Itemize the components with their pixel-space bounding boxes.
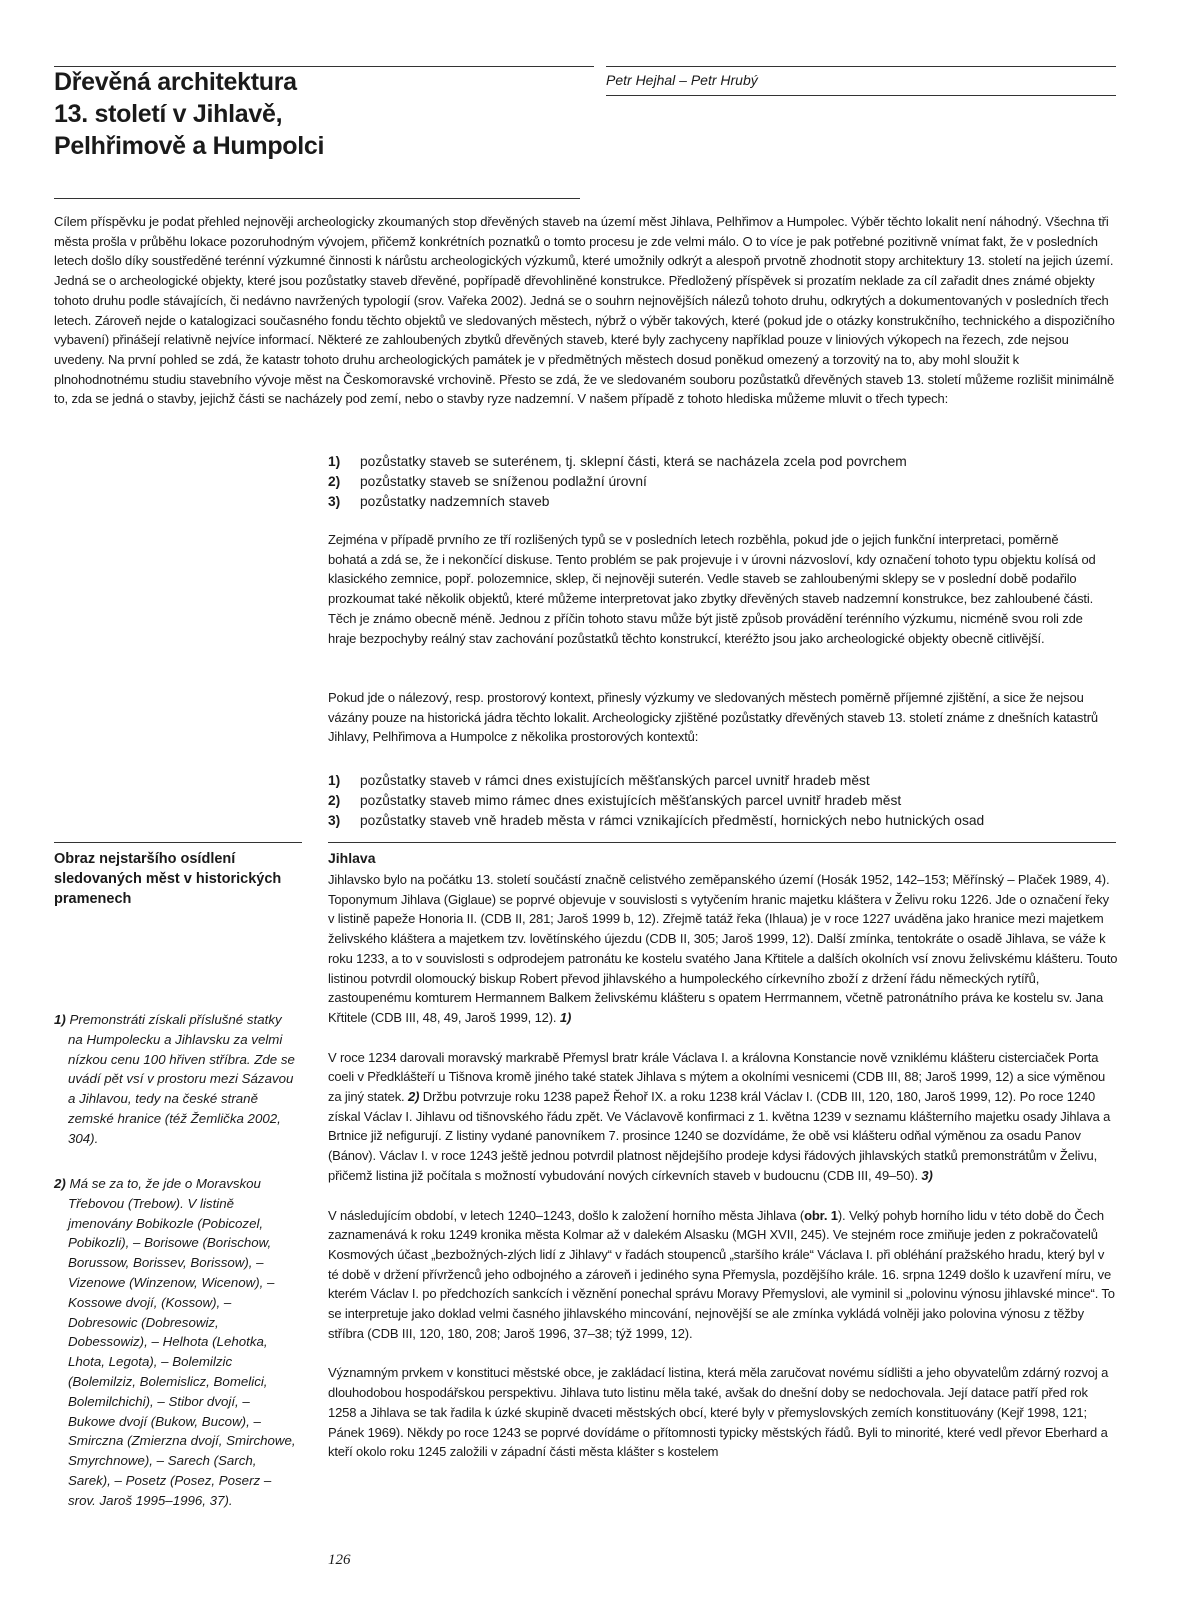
paragraph-text: Držbu potvrzuje roku 1238 papež Řehoř IX. a roku 1238 král Václav I. (CDB III, 120, 180, Jaroš 1999, 12). Po roce 1240 získal Václav I. Jihlavu od tišnovského řádu zpět. Ve Václavově konfirmaci z 1. května 1239 v seznamu klášterního majetku osady Jihlava a Brtnice již nefigurují. Z listiny vydané panovníkem 7. prosince 1240 se dozvídáme, že obě vsi klášteru odňal výměnou za osadu Panov (Bánov). Václav I. v roce 1243 ještě jednou potvrdil platnost nějdejšího prodeje kdysi řádových jihlavských statků premonstrátům v Želivu, přičemž listina již počítala s možností vybudování nových církevních staveb v budoucnu (CDB III, 49–50). — [328, 1089, 1111, 1183]
footnote-ref: 1) — [559, 1009, 572, 1025]
paragraph — [328, 1206, 1118, 1344]
list-text: pozůstatky staveb v rámci dnes existujících měšťanských parcel uvnitř hradeb měst — [360, 773, 870, 788]
footnote-ref: 2) — [407, 1089, 420, 1105]
page-number: 126 — [328, 1552, 351, 1568]
list-number: 2) — [328, 474, 341, 489]
list-text: pozůstatky staveb se suterénem, tj. sklepní části, která se nacházela zcela pod povrchem — [360, 454, 907, 469]
subsection-heading: Jihlava — [328, 850, 376, 866]
paragraph-context: Pokud jde o nálezový, resp. prostorový kontext, přinesly výzkumy ve sledovaných městech poměrně příjemné zjištění, a sice že nejsou vázány pouze na historická jádra těchto lokalit. Archeologicky zjištěné pozůstatky dřevěných staveb 13. století známe z dnešních katastrů Jihlavy, Pelhřimova a Humpolce z několika prostorových kontextů: — [328, 690, 1098, 745]
top-rule-right — [606, 66, 1116, 67]
paragraph-text: ). Velký pohyb horního lidu v této době do Čech zaznamenává k roku 1249 kronika města Kolmar až v dalekém Alsasku (MGH XVII, 245). Ve stejném roce zmiňuje jeden z pokračovatelů Kosmových účast „bezbožných-zlých lidí z Jihlavy“ v řadách stoupenců „staršího krále“ Václava I. při obléhání pražského hradu, který byl v té době v držení přívrženců jeho odbojného a zároveň i jediného syna Přemysla, pozdějšího krále. 16. srpna 1249 došlo k uzavření míru, ve kterém Václav I. po předchozích sankcích i věznění ponechal správu Moravy Přemyslovi, ale vyminil si „polovinu výnosu jihlavské mince“. To se interpretuje jako doklad velmi časného jihlavského mincování, nejnovější se ale zmínka vykládá volněji jako polovina výnosu z těžby stříbra (CDB III, 120, 180, 208; Jaroš 1996, 37–38; týž 1999, 12). — [328, 1207, 1115, 1341]
section-title: Obraz nejstaršího osídlení sledovaných měst v historických pramenech — [54, 851, 282, 907]
list-number: 3) — [328, 494, 341, 509]
list-text: pozůstatky staveb vně hradeb města v rámci vznikajících předměstí, hornických nebo hutnických osad — [360, 813, 985, 828]
list-item — [328, 492, 1108, 512]
section-rule-right — [328, 842, 1116, 843]
article-title — [54, 66, 594, 162]
authors-underline — [606, 95, 1116, 96]
list-text: pozůstatky staveb se sníženou podlažní úrovní — [360, 474, 647, 489]
intro-paragraph: Cílem příspěvku je podat přehled nejnověji archeologicky zkoumaných stop dřevěných staveb na území měst Jihlava, Pelhřimov a Humpolec. Výběr těchto lokalit není náhodný. Všechna tři města prošla v průběhu lokace pozoruhodným vývojem, přičemž konkrétních poznatků o tomto procesu je zde velmi málo. O to více je pak potřebné pozitivně vnímat fakt, že v posledních letech došlo díky soustředěné terénní výzkumné činnosti k nárůstu archeologických výzkumů, které umožnily odkrýt a alespoň prvotně zhodnotit stopy architektury 13. století na jejich území. Jedná se o archeologické objekty, které jsou pozůstatky staveb dřevěné, popřípadě dřevohliněné konstrukce. Předložený příspěvek si prozatím neklade za cíl zařadit dnes známé objekty tohoto druhu podle stávajících, či nedávno navržených typologií (srov. Vařeka 2002). Jedná se o souhrn nejnovějších nálezů tohoto druhu, odkrytých a dokumentovaných v posledních třech letech. Zároveň nejde o katalogizaci současného fondu těchto objektů ve sledovaných městech, nýbrž o výběr takových, které (pokud jde o otázky konstrukčního, technického a dispozičního vybavení) přinášejí relativně nejvíce informací. Některé ze zahloubených zbytků dřevěných staveb, které byly zachyceny například pouze v liniových výkopech na řezech, zde nejsou uvedeny. Na první pohled se zdá, že katastr tohoto druhu archeologických památek je v předmětných městech dosud poněkud omezený a torzovitý na to, aby mohl sloužit k plnohodnotnému studiu stavebního vývoje měst na Českomoravské vrchovině. Přesto se zdá, že ve sledovaném souboru pozůstatků dřevěných staveb 13. století můžeme rozlišit minimálně to, zda se jedná o stavby, jejichž části se nacházely pod zemí, nebo o stavby ryze nadzemní. V našem případě z tohoto hlediska můžeme mluvit o třech typech: — [54, 214, 1115, 407]
intro-rule — [54, 198, 580, 199]
list-item — [328, 791, 1108, 811]
title-line-2: 13. století v Jihlavě, — [54, 100, 283, 128]
paragraph-typology: Zejména v případě prvního ze tří rozlišených typů se v posledních letech rozběhla, pokud jde o jejich funkční interpretaci, poměrně bohatá a zdá se, že i nekončící diskuse. Tento problém se pak projevuje i v úrovni názvosloví, kdy označení tohoto typu objektu kolísá od klasického zemnice, popř. polozemnice, sklep, či nejnověji suterén. Vedle staveb se zahloubenými sklepy se v poslední době podařilo prozkoumat také několik objektů, které můžeme interpretovat jako zbytky dřevěných staveb nadzemní konstrukce, bez zahloubené části. Těch je známo obecně méně. Jednou z příčin tohoto stavu může být jistě způsob provádění terénního výzkumu, nicméně svou roli zde hraje bezpochyby reálný stav zachování pozůstatků těchto konstrukcí, kteréžto jsou jako archeologické objekty obecně citlivější. — [328, 532, 1096, 646]
paragraph-text: V roce 1234 darovali moravský markrabě Přemysl bratr krále Václava I. a královna Konstancie nově vzniklému klášteru cisterciaček Porta coeli v Předklášteří u Tišnova kromě jiného také statek Jihlava s mýtem a okolními vesnicemi (CDB III, 88; Jaroš 1999, 12) a sice výměnou za jiný statek. — [328, 1049, 1106, 1105]
paragraph — [328, 870, 1118, 1028]
list-text: pozůstatky nadzemních staveb — [360, 494, 550, 509]
footnote-1 — [54, 1010, 300, 1149]
list-number: 1) — [328, 773, 341, 788]
paragraph — [328, 1363, 1118, 1462]
main-column — [328, 870, 1118, 1482]
paragraph-text: V následujícím období, v letech 1240–1243, došlo k založení horního města Jihlava ( — [328, 1207, 805, 1223]
list-item — [328, 771, 1108, 791]
footnote-2 — [54, 1174, 300, 1511]
list-number: 2) — [328, 793, 341, 808]
list-number: 3) — [328, 813, 341, 828]
paragraph — [328, 1048, 1118, 1186]
footnote-text: Má se za to, že jde o Moravskou Třebovou (Trebow). V listině jmenovány Bobikozle (Pobicozel, Pobikozli), – Borisowe (Borischow, Borussow, Borissev, Borissow), – Vizenowe (Winzenow, Wicenow), – Kossowe dvojí, (Kossow), – Dobresowic (Dobresowiz, Dobessowiz), – Helhota (Lehotka, Lhota, Legota), – Bolemilzic (Bolemilziz, Bolemislicz, Bomelici, Bolemilchichi), – Stibor dvojí, – Bukowe dvojí (Bukow, Bucow), – Smirczna (Zmierzna dvojí, Smirchowe, Smyrchnowe), – Sarech (Sarch, Sarek), – Posetz (Posez, Poserz – srov. Jaroš 1995–1996, 37). — [68, 1176, 296, 1508]
list-item — [328, 452, 1108, 472]
paragraph-text: Významným prvkem v konstituci městské obce, je zakládací listina, která měla zaručovat novému sídlišti a jeho obyvatelům zdárný rozvoj a dlouhodobou hospodářskou perspektivu. Jihlava tuto listinu měla také, avšak do dnešní doby se nedochovala. Její datace patří před rok 1258 a Jihlava se tak řadila k úzké skupině dvaceti městských obcí, které byly v přemyslovských zemích konstituovány (Kejř 1998, 121; Pánek 1969). Někdy po roce 1243 se poprvé dovídáme o přítomnosti typicky městských řádů. Byli to minorité, které vedl převor Eberhard a kteří okolo roku 1245 založili v západní části města klášter s kostelem — [328, 1365, 1109, 1460]
figure-ref: obr. 1 — [804, 1207, 838, 1223]
list-item — [328, 472, 1108, 492]
footnote-text: Premonstráti získali příslušné statky na Humpolecku a Jihlavsku za velmi nízkou cenu 100 hřiven stříbra. Zde se uvádí pět vsí v prostoru mezi Sázavou a Jihlavou, tedy na české straně zemské hranice (též Žemlička 2002, 304). — [68, 1012, 295, 1146]
list-text: pozůstatky staveb mimo rámec dnes existujících měšťanských parcel uvnitř hradeb měst — [360, 793, 902, 808]
list-item — [328, 811, 1108, 831]
building-types-list — [328, 452, 1108, 512]
list-number: 1) — [328, 454, 341, 469]
footnote-ref: 3) — [921, 1167, 933, 1183]
authors: Petr Hejhal – Petr Hrubý — [606, 72, 758, 88]
footnote-number: 1) — [54, 1012, 66, 1027]
context-list — [328, 771, 1108, 831]
footnote-number: 2) — [54, 1176, 66, 1191]
paragraph-text: Jihlavsko bylo na počátku 13. století součástí značně celistvého zeměpanského území (Hosák 1952, 142–153; Měřínský – Plaček 1989, 4). Toponymum Jihlava (Giglaue) se poprvé objevuje v souvislosti s vytyčením hranic majetku kláštera v Želivu roku 1226. Jde o označení řeky v listině papeže Honoria II. (CDB II, 281; Jaroš 1999 b, 12). Zřejmě tatáž řeka (Ihlaua) je v roce 1227 uváděna jako hranice mezi majetkem želivského kláštera a majetkem tzv. lovětínského újezdu (CDB II, 305; Jaroš 1999, 12). Další zmínka, tentokráte o osadě Jihlava, se váže k roku 1233, a to v souvislosti s odprodejem patronátu ke kostelu svatého Jana Křtitele a dalších okolních vsí znovu želivskému klášteru. Touto listinou potvrdil olomoucký biskup Robert převod jihlavského a humpoleckého církevního zboží z držení řádu německých rytířů, zastoupenému komturem Hermannem Balkem želivskému klášteru s opatem Herrmannem, včetně patronátního práva ke kostelu sv. Jana Křtitele (CDB III, 48, 49, Jaroš 1999, 12). — [328, 872, 1118, 1025]
title-line-3: Pelhřimově a Humpolci — [54, 132, 325, 160]
section-rule-left — [54, 842, 302, 843]
title-line-1: Dřevěná architektura — [54, 68, 297, 96]
